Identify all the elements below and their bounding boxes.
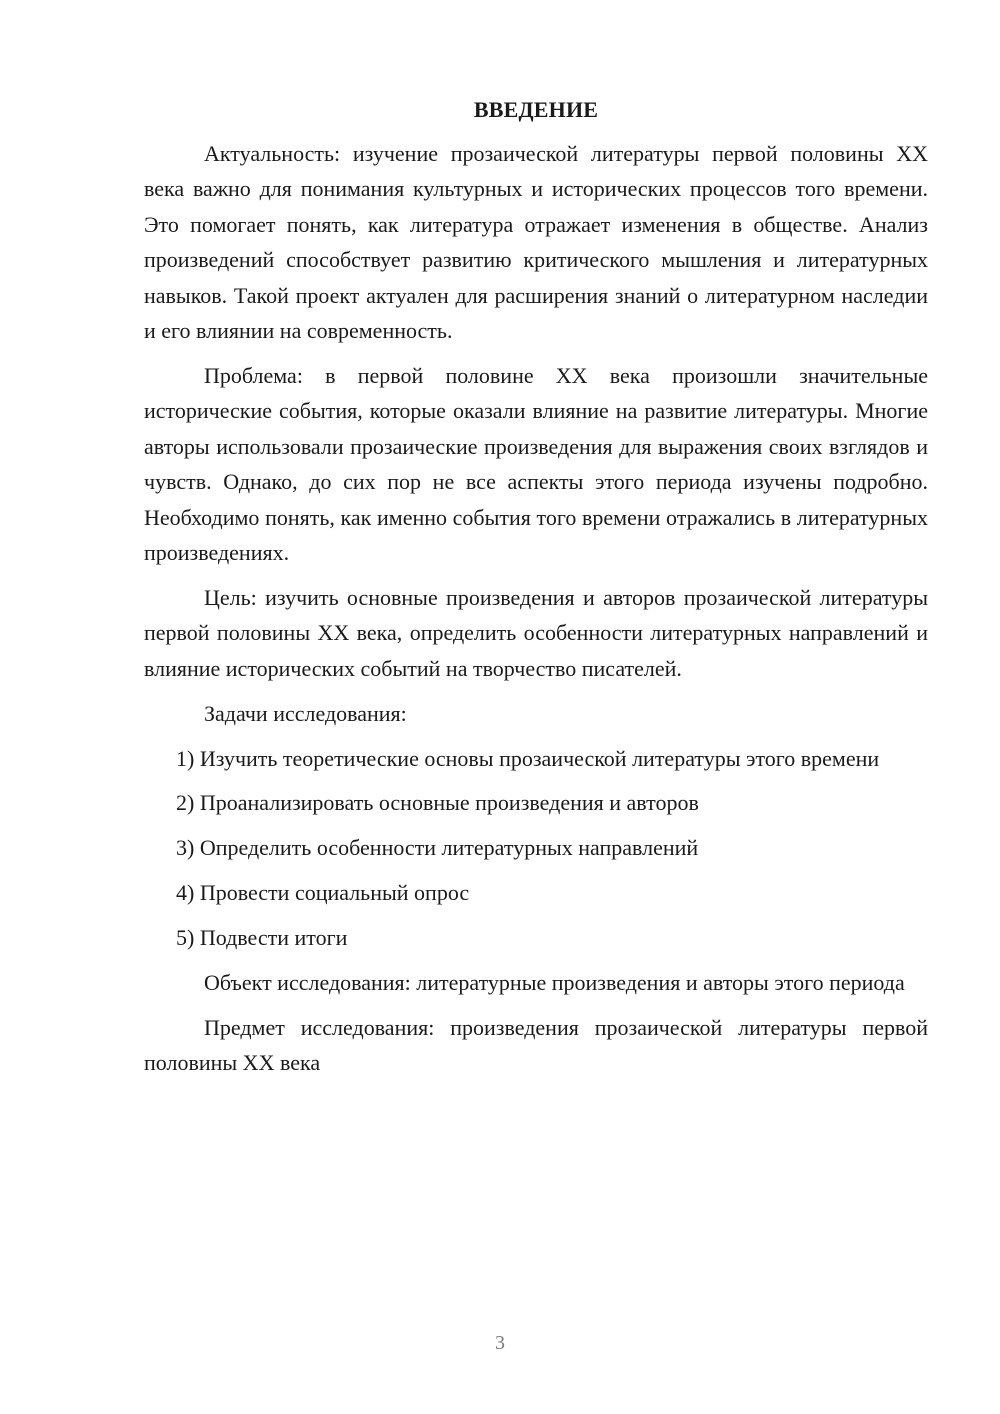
list-item-task-3: 3) Определить особенности литературных направлений (176, 835, 699, 861)
tasks-label: Задачи исследования: (204, 700, 407, 726)
list-item-task-4: 4) Провести социальный опрос (176, 880, 470, 906)
paragraph-relevance: Актуальность: изучение прозаической литературы первой половины XX века важно для понимания культурных и исторических процессов того времени. Это помогает понять, как литература отражает изменения в обществе. Анализ произведений способствует развитию критического мышления и литературных навыков. Такой проект актуален для расширения знаний о литературном наследии и его влиянии на современность. (144, 141, 928, 344)
tasks-list (144, 741, 928, 956)
list-item-task-5: 5) Подвести итоги (176, 925, 348, 951)
paragraph-subject: Предмет исследования: произведения прозаической литературы первой половины XX века (144, 1014, 928, 1076)
list-item-task-2: 2) Проанализировать основные произведения и авторов (176, 790, 699, 816)
page-number: 3 (495, 1332, 505, 1354)
paragraph-goal: Цель: изучить основные произведения и авторов прозаической литературы первой половины XX века, определить особенности литературных направлений и влияние исторических событий на творчество писателей. (144, 584, 928, 681)
page-title: ВВЕДЕНИЕ (473, 97, 599, 122)
list-item-task-1: 1) Изучить теоретические основы прозаической литературы этого времени (176, 745, 880, 771)
document-page (144, 94, 928, 1090)
paragraph-object: Объект исследования: литературные произведения и авторы этого периода (204, 970, 905, 996)
paragraph-problem: Проблема: в первой половине XX века произошли значительные исторические события, которые оказали влияние на развитие литературы. Многие авторы использовали прозаические произведения для выражения своих взглядов и чувств. Однако, до сих пор не все аспекты этого периода изучены подробно. Необходимо понять, как именно события того времени отражались в литературных произведениях. (144, 362, 928, 565)
